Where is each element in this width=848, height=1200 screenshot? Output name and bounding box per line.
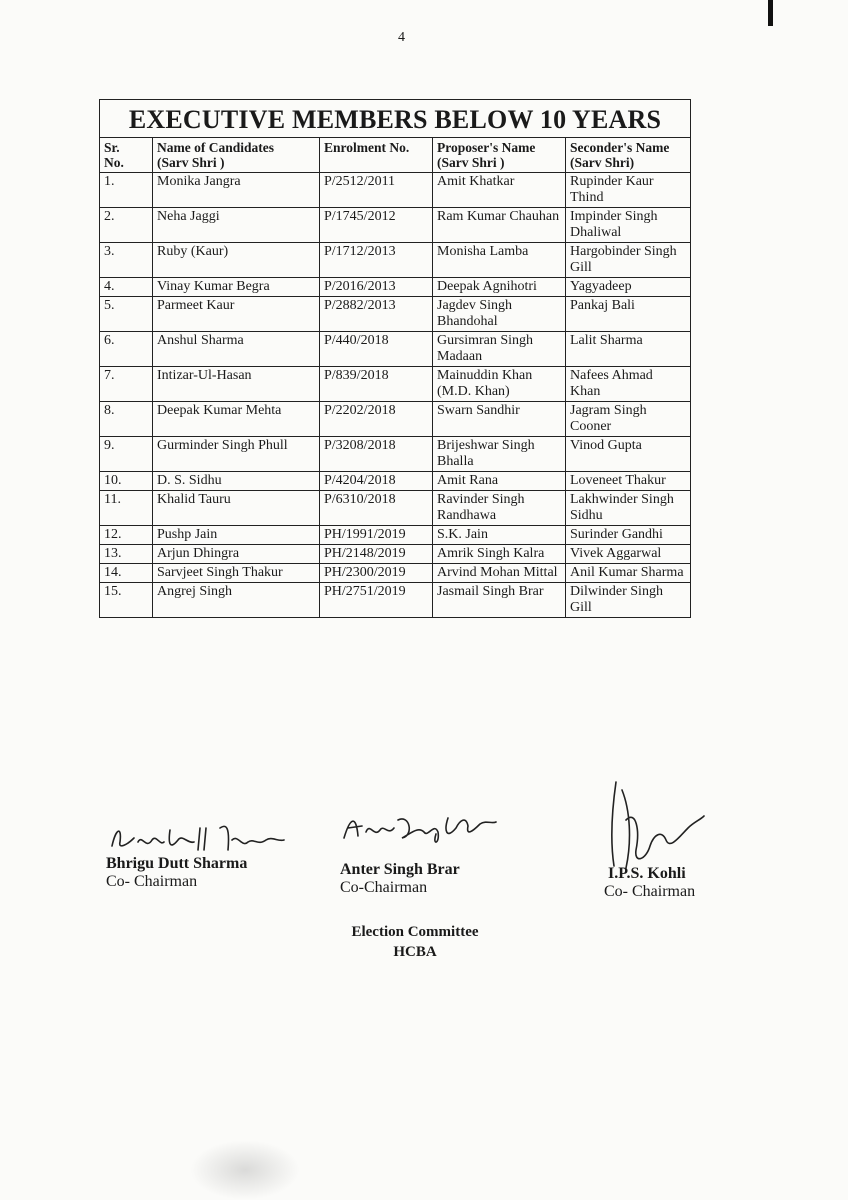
candidate-name-cell: Khalid Tauru bbox=[153, 491, 320, 526]
proposer-cell: Gursimran Singh Madaan bbox=[433, 332, 566, 367]
committee-org: HCBA bbox=[393, 944, 437, 960]
proposer-cell: Mainuddin Khan (M.D. Khan) bbox=[433, 367, 566, 402]
sr-cell: 7. bbox=[100, 367, 153, 402]
enrolment-cell: PH/2751/2019 bbox=[320, 583, 433, 618]
seconder-cell: Yagyadeep bbox=[566, 278, 691, 297]
enrolment-cell: PH/1991/2019 bbox=[320, 526, 433, 545]
candidate-name-cell: Deepak Kumar Mehta bbox=[153, 402, 320, 437]
table-row bbox=[100, 472, 691, 491]
enrolment-cell: P/1712/2013 bbox=[320, 243, 433, 278]
candidate-name-cell: Arjun Dhingra bbox=[153, 545, 320, 564]
seconder-cell: Pankaj Bali bbox=[566, 297, 691, 332]
enrolment-cell: P/3208/2018 bbox=[320, 437, 433, 472]
candidate-name-cell: Neha Jaggi bbox=[153, 208, 320, 243]
table-row bbox=[100, 278, 691, 297]
seconder-cell: Lalit Sharma bbox=[566, 332, 691, 367]
enrolment-cell: PH/2148/2019 bbox=[320, 545, 433, 564]
page-number: 4 bbox=[398, 30, 405, 45]
proposer-cell: Monisha Lamba bbox=[433, 243, 566, 278]
seconder-cell: Dilwinder Singh Gill bbox=[566, 583, 691, 618]
signatory-2 bbox=[340, 861, 460, 897]
signatory-name: Anter Singh Brar bbox=[340, 861, 460, 878]
table-title: EXECUTIVE MEMBERS BELOW 10 YEARS bbox=[100, 100, 691, 138]
signature-bhrigu-dutt-sharma bbox=[108, 820, 288, 860]
signatory-1 bbox=[106, 855, 247, 891]
enrolment-cell: P/440/2018 bbox=[320, 332, 433, 367]
table-row bbox=[100, 367, 691, 402]
sr-cell: 9. bbox=[100, 437, 153, 472]
seconder-cell: Rupinder Kaur Thind bbox=[566, 173, 691, 208]
sr-cell: 15. bbox=[100, 583, 153, 618]
enrolment-cell: P/2512/2011 bbox=[320, 173, 433, 208]
candidate-name-cell: D. S. Sidhu bbox=[153, 472, 320, 491]
candidate-name-cell: Intizar-Ul-Hasan bbox=[153, 367, 320, 402]
seconder-cell: Jagram Singh Cooner bbox=[566, 402, 691, 437]
seconder-cell: Vivek Aggarwal bbox=[566, 545, 691, 564]
header-enrolment-no: Enrolment No. bbox=[320, 138, 433, 173]
enrolment-cell: P/2016/2013 bbox=[320, 278, 433, 297]
proposer-cell: Ram Kumar Chauhan bbox=[433, 208, 566, 243]
proposer-cell: Jagdev Singh Bhandohal bbox=[433, 297, 566, 332]
enrolment-cell: P/6310/2018 bbox=[320, 491, 433, 526]
sr-cell: 3. bbox=[100, 243, 153, 278]
table-row bbox=[100, 243, 691, 278]
candidate-name-cell: Angrej Singh bbox=[153, 583, 320, 618]
sr-cell: 11. bbox=[100, 491, 153, 526]
proposer-cell: Brijeshwar Singh Bhalla bbox=[433, 437, 566, 472]
signatory-role: Co-Chairman bbox=[340, 879, 428, 896]
seconder-cell: Impinder Singh Dhaliwal bbox=[566, 208, 691, 243]
sr-cell: 12. bbox=[100, 526, 153, 545]
candidate-name-cell: Gurminder Singh Phull bbox=[153, 437, 320, 472]
proposer-cell: Amrik Singh Kalra bbox=[433, 545, 566, 564]
proposer-cell: Swarn Sandhir bbox=[433, 402, 566, 437]
executive-members-table bbox=[99, 99, 691, 618]
signature-anter-singh-brar bbox=[340, 808, 500, 848]
signatory-name: I.P.S. Kohli bbox=[608, 865, 686, 882]
table-row bbox=[100, 564, 691, 583]
proposer-cell: Amit Rana bbox=[433, 472, 566, 491]
sr-cell: 1. bbox=[100, 173, 153, 208]
seconder-cell: Hargobinder Singh Gill bbox=[566, 243, 691, 278]
proposer-cell: Deepak Agnihotri bbox=[433, 278, 566, 297]
table-row bbox=[100, 491, 691, 526]
election-committee-block bbox=[300, 922, 530, 962]
seconder-cell: Vinod Gupta bbox=[566, 437, 691, 472]
sr-cell: 4. bbox=[100, 278, 153, 297]
candidate-name-cell: Monika Jangra bbox=[153, 173, 320, 208]
seconder-cell: Nafees Ahmad Khan bbox=[566, 367, 691, 402]
signatory-3 bbox=[604, 865, 695, 901]
header-candidate-name: Name of Candidates (Sarv Shri ) bbox=[153, 138, 320, 173]
page-edge-mark bbox=[768, 0, 773, 26]
table-row bbox=[100, 437, 691, 472]
header-sr-no: Sr. No. bbox=[100, 138, 153, 173]
scan-smudge bbox=[190, 1140, 300, 1200]
enrolment-cell: PH/2300/2019 bbox=[320, 564, 433, 583]
sr-cell: 8. bbox=[100, 402, 153, 437]
table-row bbox=[100, 402, 691, 437]
sr-cell: 6. bbox=[100, 332, 153, 367]
sr-cell: 5. bbox=[100, 297, 153, 332]
signatory-role: Co- Chairman bbox=[106, 873, 198, 890]
signatory-role: Co- Chairman bbox=[604, 883, 696, 900]
proposer-cell: Jasmail Singh Brar bbox=[433, 583, 566, 618]
table-row bbox=[100, 545, 691, 564]
proposer-cell: Amit Khatkar bbox=[433, 173, 566, 208]
candidate-name-cell: Parmeet Kaur bbox=[153, 297, 320, 332]
sr-cell: 14. bbox=[100, 564, 153, 583]
enrolment-cell: P/2882/2013 bbox=[320, 297, 433, 332]
table-row bbox=[100, 332, 691, 367]
enrolment-cell: P/1745/2012 bbox=[320, 208, 433, 243]
committee-name: Election Committee bbox=[351, 924, 479, 940]
candidate-name-cell: Ruby (Kaur) bbox=[153, 243, 320, 278]
enrolment-cell: P/4204/2018 bbox=[320, 472, 433, 491]
enrolment-cell: P/839/2018 bbox=[320, 367, 433, 402]
candidate-name-cell: Anshul Sharma bbox=[153, 332, 320, 367]
candidate-name-cell: Vinay Kumar Begra bbox=[153, 278, 320, 297]
candidate-name-cell: Sarvjeet Singh Thakur bbox=[153, 564, 320, 583]
table-row bbox=[100, 526, 691, 545]
sr-cell: 2. bbox=[100, 208, 153, 243]
signature-ips-kohli bbox=[596, 780, 706, 875]
table-row bbox=[100, 173, 691, 208]
sr-cell: 10. bbox=[100, 472, 153, 491]
proposer-cell: Ravinder Singh Randhawa bbox=[433, 491, 566, 526]
table-row bbox=[100, 297, 691, 332]
header-proposer-name: Proposer's Name (Sarv Shri ) bbox=[433, 138, 566, 173]
table-row bbox=[100, 583, 691, 618]
signatory-name: Bhrigu Dutt Sharma bbox=[106, 855, 248, 872]
proposer-cell: Arvind Mohan Mittal bbox=[433, 564, 566, 583]
candidate-name-cell: Pushp Jain bbox=[153, 526, 320, 545]
seconder-cell: Lakhwinder Singh Sidhu bbox=[566, 491, 691, 526]
seconder-cell: Surinder Gandhi bbox=[566, 526, 691, 545]
sr-cell: 13. bbox=[100, 545, 153, 564]
seconder-cell: Loveneet Thakur bbox=[566, 472, 691, 491]
proposer-cell: S.K. Jain bbox=[433, 526, 566, 545]
enrolment-cell: P/2202/2018 bbox=[320, 402, 433, 437]
seconder-cell: Anil Kumar Sharma bbox=[566, 564, 691, 583]
table-row bbox=[100, 208, 691, 243]
header-seconder-name: Seconder's Name (Sarv Shri) bbox=[566, 138, 691, 173]
